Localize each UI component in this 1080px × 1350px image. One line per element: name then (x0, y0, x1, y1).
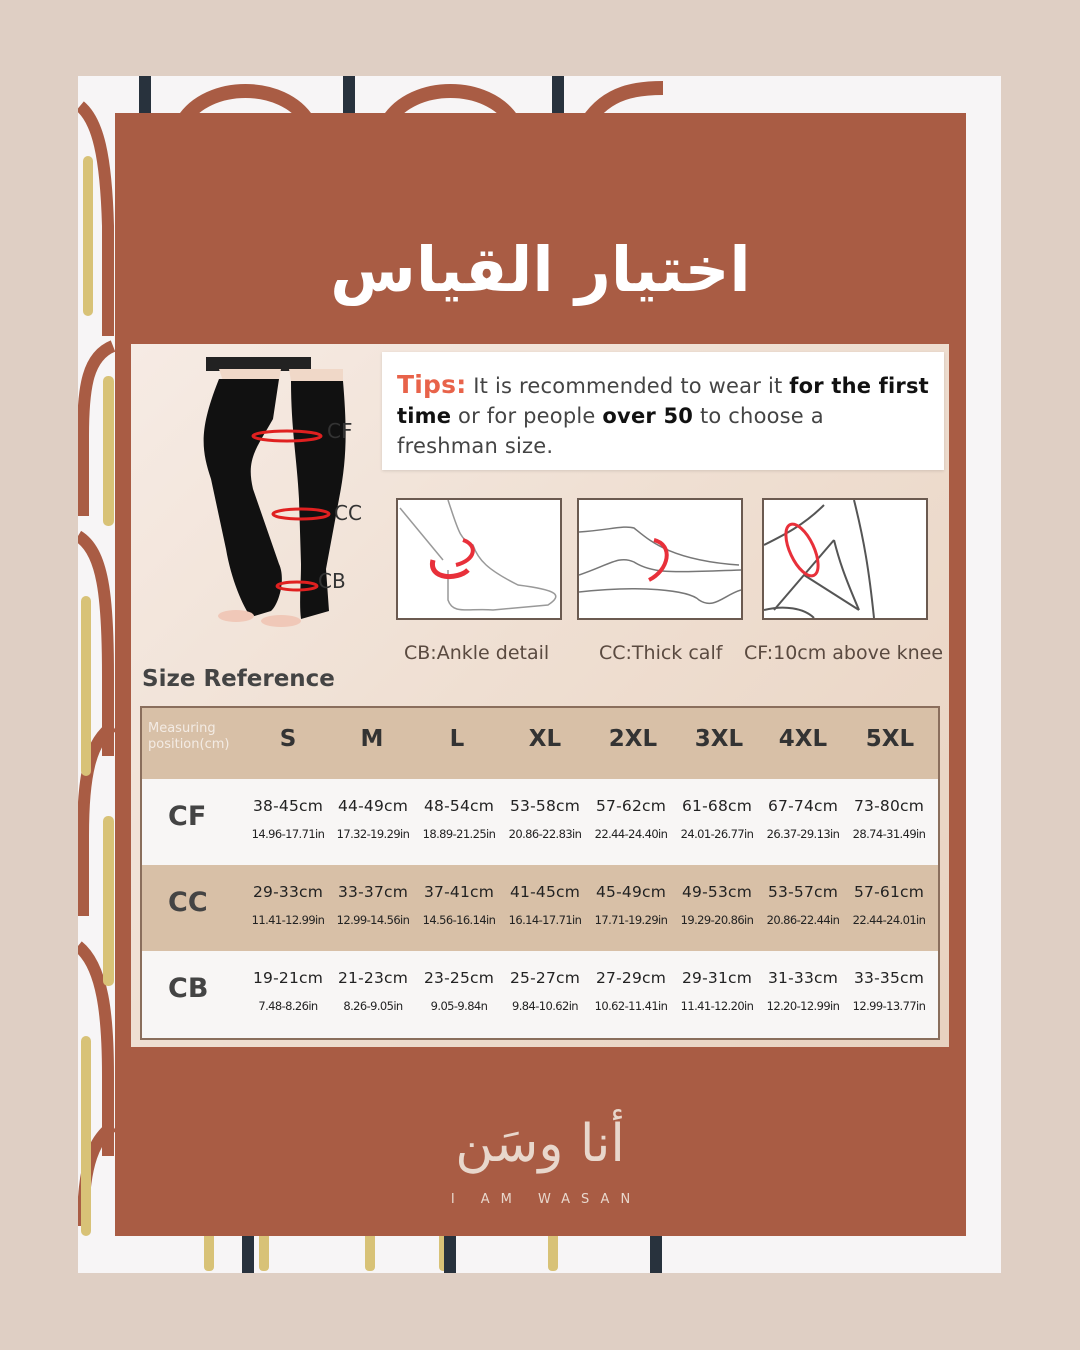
tips-text: It is recommended to wear it (466, 374, 790, 398)
size-header: S (279, 726, 297, 752)
tips-box (382, 352, 944, 470)
size-header: 3XL (694, 726, 744, 752)
knee-diagram (762, 498, 928, 620)
row-label: CF (168, 801, 207, 832)
knee-diagram-label: CF:10cm above knee (744, 642, 944, 664)
size-header: M (360, 726, 384, 752)
size-chart-card (131, 344, 949, 1047)
knee-icon (764, 500, 926, 618)
tips-label: Tips: (397, 370, 467, 399)
size-header: 4XL (778, 726, 828, 752)
ankle-diagram (396, 498, 562, 620)
tips-text: to choose a freshman size. (397, 404, 824, 458)
calf-icon (579, 500, 741, 618)
brand-arabic: أنا وسَن (455, 1114, 625, 1174)
row-label: CB (168, 973, 209, 1004)
ankle-diagram-label: CB:Ankle detail (404, 642, 550, 664)
table-row-cb: CB 19-21cm 7.48-8.26in 21-23cm 8.26-9.05in 23-25cm 9.05-9.84n 25-27cm 9.84-10.62in 27-29cm 10.62-11.41in 29-31cm 11.41-12.20in 31-33cm 12.20-12.99in 33-35cm 12.99-13.77in (142, 951, 938, 1038)
calf-diagram-label: CC:Thick calf (599, 642, 723, 664)
tips-text: or for people (451, 404, 603, 428)
ankle-icon (398, 500, 560, 618)
size-header: XL (528, 726, 562, 752)
size-table (140, 706, 940, 1040)
size-reference-label: Size Reference (142, 666, 335, 692)
marker-cc: CC (334, 501, 362, 525)
marker-cf: CF (327, 419, 353, 443)
brand-english: I AM WASAN (450, 1192, 642, 1207)
size-header: 2XL (608, 726, 658, 752)
brand-logo (420, 1108, 660, 1218)
size-header: L (449, 726, 465, 752)
table-row-cf: CF 38-45cm 14.96-17.71in 44-49cm 17.32-19.29in 48-54cm 18.89-21.25in 53-58cm 20.86-22.83in 57-62cm 22.44-24.40in 61-68cm 24.01-26.77in 67-74cm 26.37-29.13in 73-80cm 28.74-31.49in (142, 779, 938, 865)
page-title: اختيار القياس (330, 233, 751, 306)
marker-cb: CB (318, 569, 346, 593)
compression-stockings-illustration (161, 349, 381, 639)
measuring-position-header: Measuring position(cm) (148, 721, 230, 752)
row-label: CC (168, 887, 208, 918)
tips-bold: over 50 (602, 404, 694, 428)
size-header: 5XL (865, 726, 915, 752)
calf-diagram (577, 498, 743, 620)
table-row-cc: CC 29-33cm 11.41-12.99in 33-37cm 12.99-14.56in 37-41cm 14.56-16.14in 41-45cm 16.14-17.71in 45-49cm 17.71-19.29in 49-53cm 19.29-20.86in 53-57cm 20.86-22.44in 57-61cm 22.44-24.01in (142, 865, 938, 951)
tips-bold: for the first time (397, 374, 929, 428)
table-header (142, 708, 938, 779)
